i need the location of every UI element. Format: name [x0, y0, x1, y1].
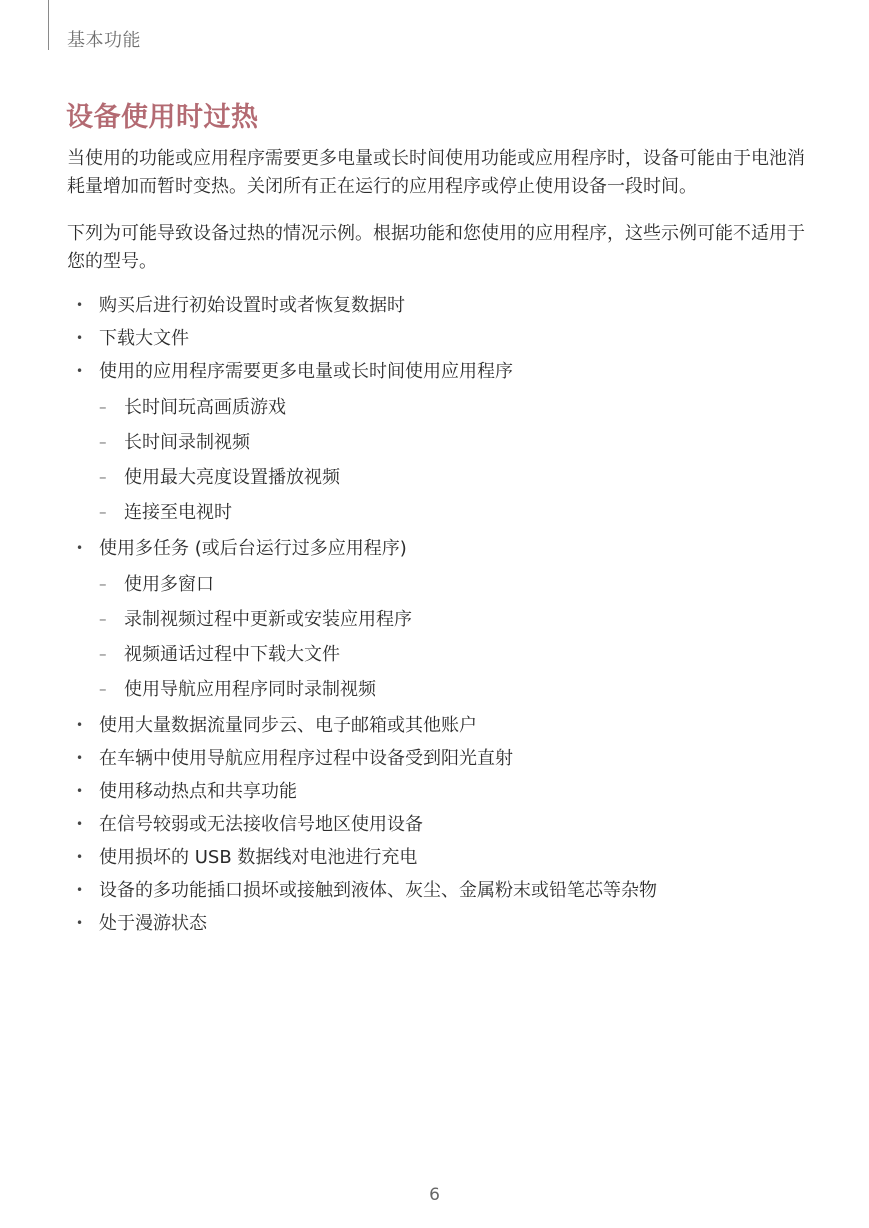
- sub-list-item: – 使用最大亮度设置播放视频: [67, 460, 807, 495]
- sub-list-item: – 视频通话过程中下载大文件: [67, 637, 807, 672]
- sub-list-item: – 使用多窗口: [67, 567, 807, 602]
- page-number: 6: [429, 1185, 440, 1205]
- header-divider: [48, 0, 49, 50]
- sub-list: [67, 390, 807, 530]
- list-item: • 设备的多功能插口损坏或接触到液体、灰尘、金属粉末或铅笔芯等杂物: [67, 874, 807, 907]
- examples-paragraph: 下列为可能导致设备过热的情况示例。根据功能和您使用的应用程序，这些示例可能不适用于您的型号。: [67, 223, 805, 272]
- list-item: • 处于漫游状态: [67, 907, 807, 940]
- list-item: • 使用大量数据流量同步云、电子邮箱或其他账户: [67, 709, 807, 742]
- sub-list-container: [67, 567, 807, 707]
- list-item: • 使用多任务 (或后台运行过多应用程序): [67, 532, 807, 565]
- main-content: [67, 145, 807, 940]
- list-item: • 在信号较弱或无法接收信号地区使用设备: [67, 808, 807, 841]
- sub-list-item: – 使用导航应用程序同时录制视频: [67, 672, 807, 707]
- list-item: • 使用损坏的 USB 数据线对电池进行充电: [67, 841, 807, 874]
- list-item: • 使用移动热点和共享功能: [67, 775, 807, 808]
- sub-list: [67, 567, 807, 707]
- page-title: 设备使用时过热: [66, 102, 259, 133]
- overheating-cases-list: [67, 289, 807, 940]
- list-item: • 在车辆中使用导航应用程序过程中设备受到阳光直射: [67, 742, 807, 775]
- sub-list-item: – 长时间玩高画质游戏: [67, 390, 807, 425]
- list-item: • 购买后进行初始设置时或者恢复数据时: [67, 289, 807, 322]
- sub-list-item: – 长时间录制视频: [67, 425, 807, 460]
- intro-paragraph: 当使用的功能或应用程序需要更多电量或长时间使用功能或应用程序时，设备可能由于电池消耗量增加而暂时变热。关闭所有正在运行的应用程序或停止使用设备一段时间。: [67, 148, 805, 197]
- list-item: • 下载大文件: [67, 322, 807, 355]
- list-item: • 使用的应用程序需要更多电量或长时间使用应用程序: [67, 355, 807, 388]
- sub-list-container: [67, 390, 807, 530]
- section-header: 基本功能: [67, 30, 141, 51]
- sub-list-item: – 录制视频过程中更新或安装应用程序: [67, 602, 807, 637]
- sub-list-item: – 连接至电视时: [67, 495, 807, 530]
